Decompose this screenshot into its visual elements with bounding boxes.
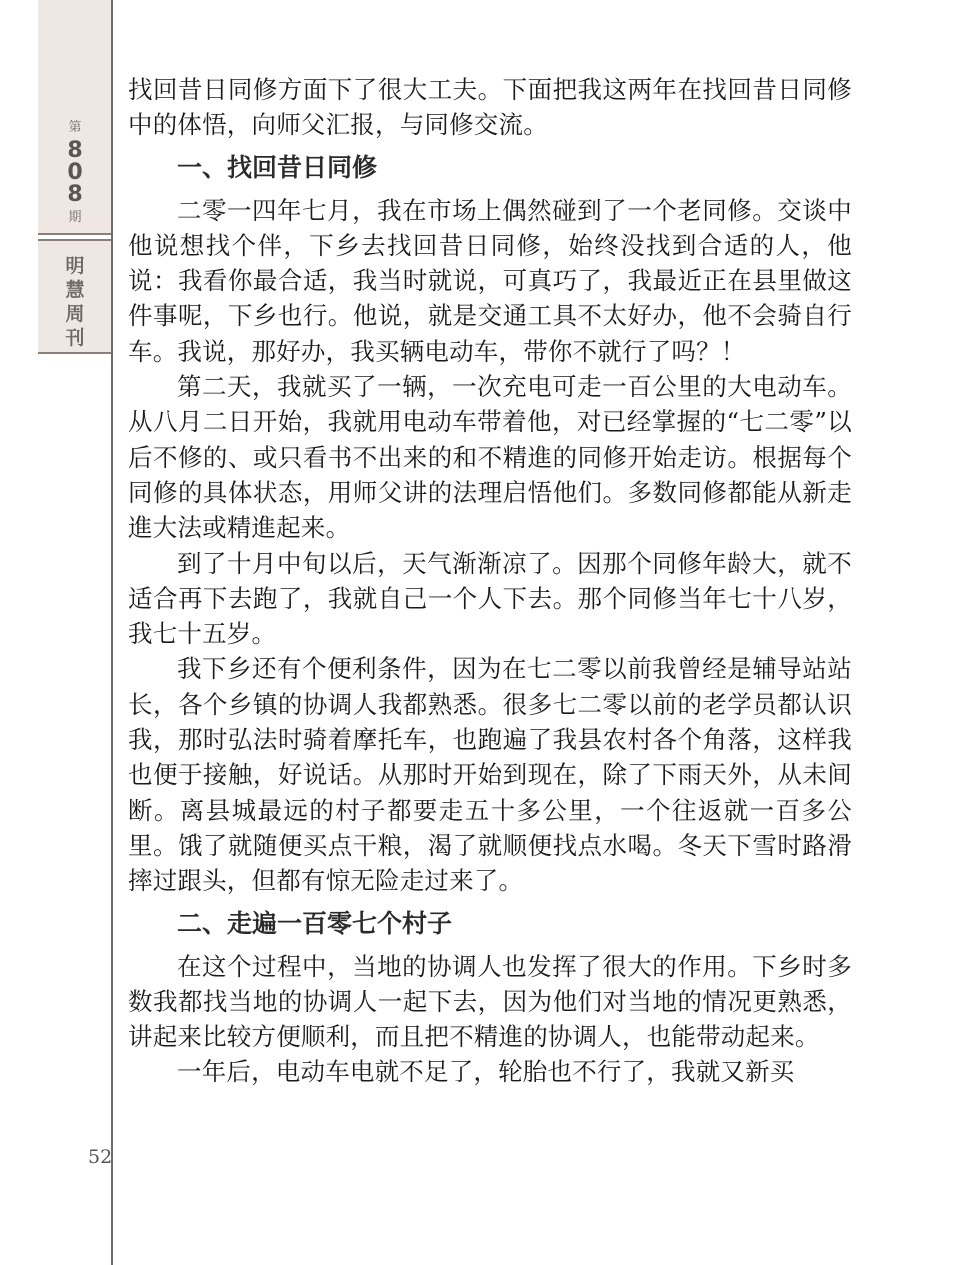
paragraph: 第二天，我就买了一辆，一次充电可走一百公里的大电动车。从八月二日开始，我就用电动车带着他，对已经掌握的“七二零”以后不修的、或只看书不出来的和不精進的同修开始走访。根据每个同修的具体状态，用师父讲的法理启悟他们。多数同修都能从新走進大法或精進起来。 xyxy=(128,372,852,543)
paragraph: 在这个过程中，当地的协调人也发挥了很大的作用。下乡时多数我都找当地的协调人一起下去，因为他们对当地的情况更熟悉，讲起来比较方便顺利，而且把不精進的协调人，也能带动起来。 xyxy=(128,951,852,1052)
paragraph: 我下乡还有个便利条件，因为在七二零以前我曾经是辅导站站长，各个乡镇的协调人我都熟悉。很多七二零以前的老学员都认识我，那时弘法时骑着摩托车，也跑遍了我县农村各个角落，这样我也便于接触，好说话。从那时开始到现在，除了下雨天外，从未间断。离县城最远的村子都要走五十多公里，一个往返就一百多公里。饿了就随便买点干粮，渴了就顺便找点水喝。冬天下雪时路滑摔过跟头，但都有惊无险走过来了。 xyxy=(128,654,852,896)
publication-name xyxy=(40,254,110,350)
publication-char: 明 xyxy=(65,255,85,277)
issue-label xyxy=(40,120,110,226)
issue-suffix: 期 xyxy=(68,210,82,225)
section-heading: 二、走遍一百零七个村子 xyxy=(177,908,453,938)
publication-char: 慧 xyxy=(65,279,85,301)
issue-number: 808 xyxy=(67,138,83,207)
paragraph: 二零一四年七月，我在市场上偶然碰到了一个老同修。交谈中他说想找个伴，下乡去找回昔日同修，始终没找到合适的人，他说：我看你最合适，我当时就说，可真巧了，我最近正在县里做这件事呢，下乡也行。他说，就是交通工具不太好办，他不会骑自行车。我说，那好办，我买辆电动车，带你不就行了吗？！ xyxy=(128,195,852,366)
paragraph: 一年后，电动车电就不足了，轮胎也不行了，我就又新买 xyxy=(177,1057,795,1087)
paragraph: 找回昔日同修方面下了很大工夫。下面把我这两年在找回昔日同修中的体悟，向师父汇报，与同修交流。 xyxy=(128,75,852,140)
margin-divider-line xyxy=(111,0,113,1265)
section-heading: 一、找回昔日同修 xyxy=(177,152,378,182)
publication-char: 刊 xyxy=(65,327,85,349)
paragraph: 到了十月中旬以后，天气渐渐凉了。因那个同修年龄大，就不适合再下去跑了，我就自己一个人下去。那个同修当年七十八岁，我七十五岁。 xyxy=(128,548,852,649)
page-number: 52 xyxy=(88,1146,113,1168)
article-body xyxy=(128,72,852,1090)
publication-char: 周 xyxy=(65,303,85,325)
issue-prefix: 第 xyxy=(68,120,82,135)
